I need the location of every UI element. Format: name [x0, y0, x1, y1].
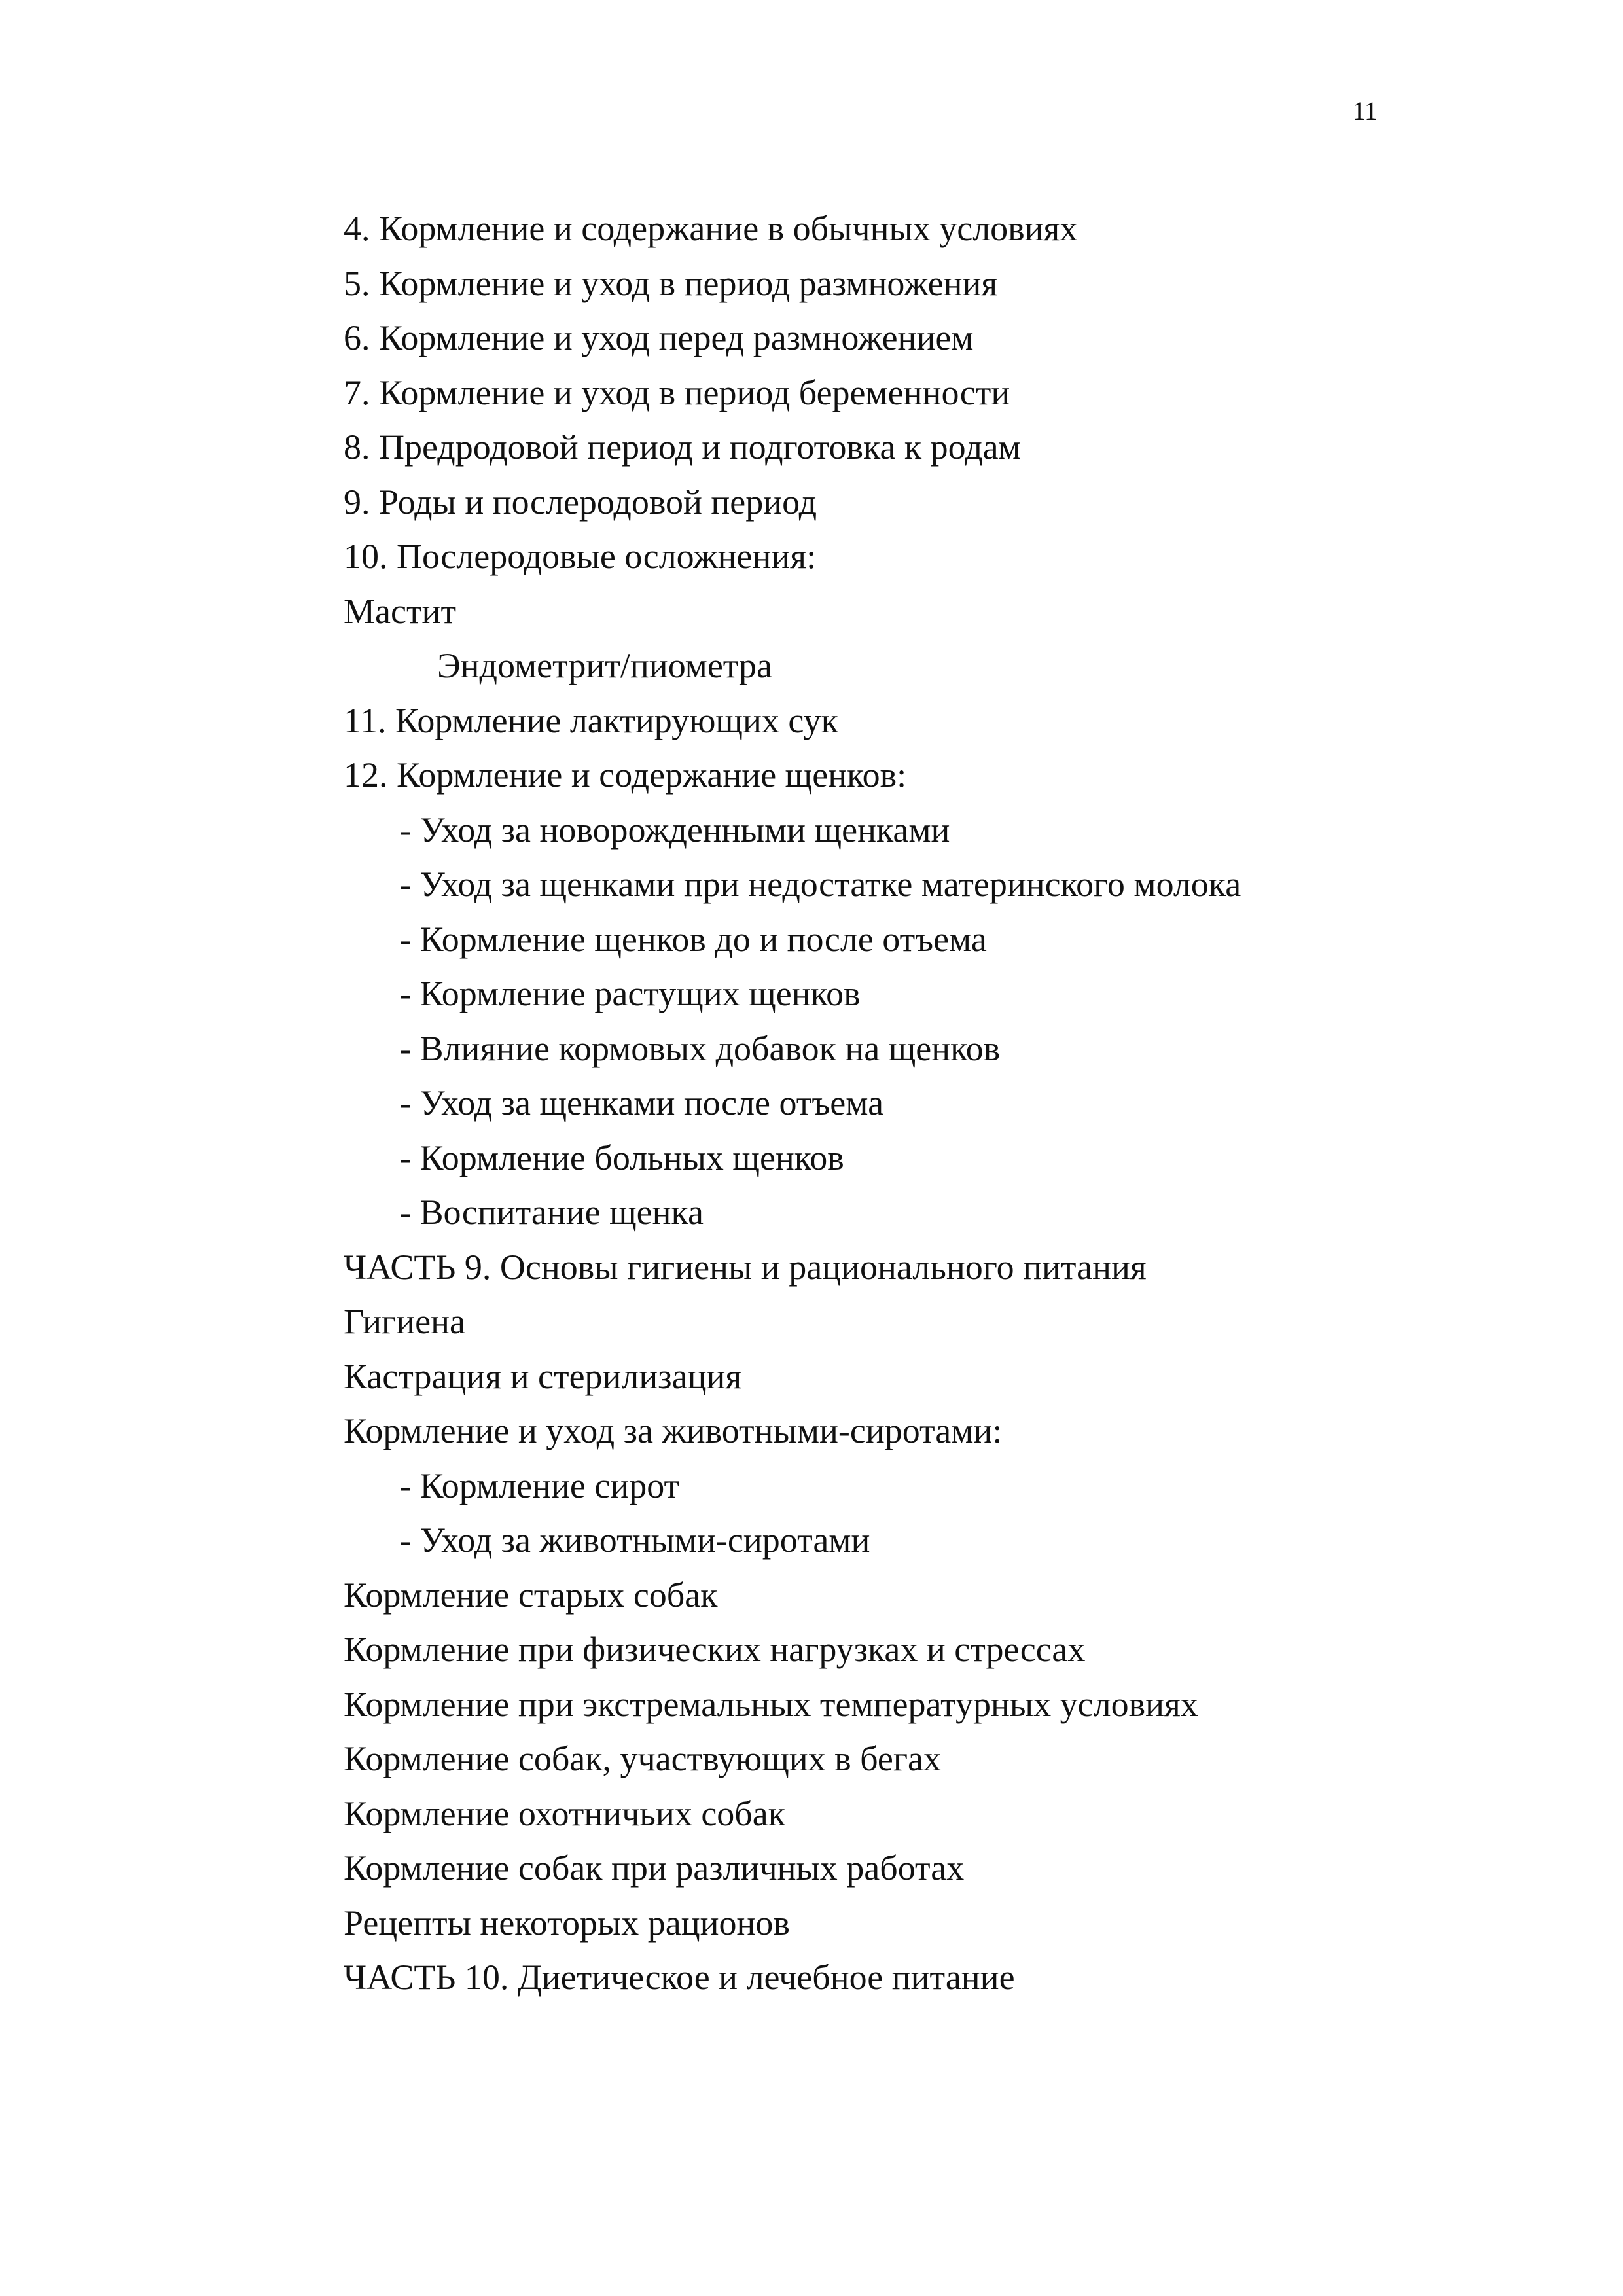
toc-subitem: - Влияние кормовых добавок на щенков — [399, 1028, 1001, 1068]
toc-item: Кормление собак, участвующих в бегах — [344, 1739, 942, 1778]
toc-subitem: - Уход за щенками при недостатке материнского молока — [399, 865, 1241, 904]
toc-item: Кормление старых собак — [344, 1575, 718, 1615]
toc-item: Кормление и уход за животными-сиротами: — [344, 1411, 1003, 1450]
toc-subitem: - Уход за животными-сиротами — [399, 1520, 870, 1560]
toc-item: Гигиена — [344, 1302, 465, 1341]
toc-item: 12. Кормление и содержание щенков: — [344, 755, 907, 795]
toc-item: Кормление охотничьих собак — [344, 1793, 785, 1833]
toc-subitem: - Кормление больных щенков — [399, 1138, 844, 1177]
toc-item: 4. Кормление и содержание в обычных условиях — [344, 209, 1078, 248]
toc-item: 9. Роды и послеродовой период — [344, 482, 817, 522]
toc-item: 6. Кормление и уход перед размножением — [344, 318, 974, 357]
toc-item: 8. Предродовой период и подготовка к родам — [344, 427, 1021, 467]
toc-subitem: - Уход за щенками после отъема — [399, 1083, 884, 1122]
toc-item: 11. Кормление лактирующих сук — [344, 700, 838, 740]
page-number: 11 — [1352, 96, 1378, 126]
toc-item: Кормление собак при различных работах — [344, 1848, 965, 1888]
toc-item: Кормление при экстремальных температурных условиях — [344, 1684, 1198, 1724]
toc-item: 5. Кормление и уход в период размножения — [344, 263, 998, 303]
toc-item: Кормление при физических нагрузках и стрессах — [344, 1630, 1086, 1669]
toc-subitem: - Кормление сирот — [399, 1465, 680, 1505]
toc-item: Мастит — [344, 591, 457, 631]
toc-subitem: - Воспитание щенка — [399, 1193, 704, 1232]
toc-item: Кастрация и стерилизация — [344, 1356, 742, 1396]
toc-item: 10. Послеродовые осложнения: — [344, 537, 817, 576]
toc-item: ЧАСТЬ 9. Основы гигиены и рационального питания — [344, 1247, 1147, 1287]
toc-subitem: - Кормление растущих щенков — [399, 974, 861, 1013]
toc-item: Рецепты некоторых рационов — [344, 1903, 790, 1943]
toc-item: 7. Кормление и уход в период беременности — [344, 372, 1010, 412]
table-of-contents — [344, 202, 1391, 2005]
toc-subitem: - Уход за новорожденными щенками — [399, 810, 950, 850]
toc-subitem: - Кормление щенков до и после отъема — [399, 919, 987, 959]
toc-item: Эндометрит/пиометра — [437, 646, 773, 685]
toc-item: ЧАСТЬ 10. Диетическое и лечебное питание — [344, 1958, 1015, 1997]
